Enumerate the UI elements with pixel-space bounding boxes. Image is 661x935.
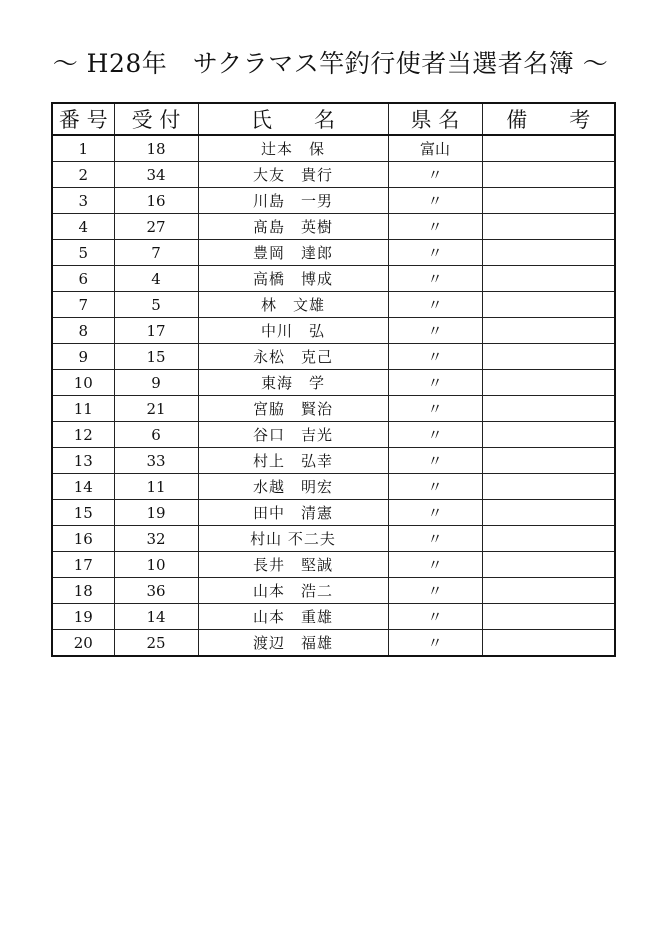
cell-name: 渡辺 福雄 [198, 630, 388, 657]
cell-name: 辻本 保 [198, 135, 388, 162]
cell-prefecture: 〃 [388, 474, 482, 500]
cell-number: 2 [52, 162, 114, 188]
cell-receipt: 10 [114, 552, 198, 578]
table-row [52, 500, 615, 526]
cell-number: 8 [52, 318, 114, 344]
cell-number: 19 [52, 604, 114, 630]
cell-name: 村山 不二夫 [198, 526, 388, 552]
cell-number: 17 [52, 552, 114, 578]
cell-prefecture: 〃 [388, 214, 482, 240]
cell-name: 豊岡 達郎 [198, 240, 388, 266]
cell-notes [482, 422, 615, 448]
table-row [52, 396, 615, 422]
cell-notes [482, 135, 615, 162]
table-row [52, 318, 615, 344]
cell-number: 5 [52, 240, 114, 266]
cell-receipt: 34 [114, 162, 198, 188]
cell-name: 永松 克己 [198, 344, 388, 370]
cell-receipt: 25 [114, 630, 198, 657]
cell-prefecture: 富山 [388, 135, 482, 162]
cell-notes [482, 526, 615, 552]
cell-notes [482, 630, 615, 657]
cell-notes [482, 448, 615, 474]
cell-number: 4 [52, 214, 114, 240]
cell-receipt: 4 [114, 266, 198, 292]
cell-number: 10 [52, 370, 114, 396]
cell-number: 14 [52, 474, 114, 500]
cell-number: 15 [52, 500, 114, 526]
table-row [52, 240, 615, 266]
cell-prefecture: 〃 [388, 188, 482, 214]
cell-number: 13 [52, 448, 114, 474]
header-name: 氏 名 [198, 103, 388, 135]
cell-notes [482, 396, 615, 422]
cell-receipt: 14 [114, 604, 198, 630]
cell-receipt: 32 [114, 526, 198, 552]
cell-notes [482, 214, 615, 240]
table-body [52, 135, 615, 656]
table-row [52, 552, 615, 578]
document-title: ～ H28年 サクラマス竿釣行使者当選者名簿 ～ [52, 49, 609, 78]
cell-receipt: 7 [114, 240, 198, 266]
cell-name: 田中 清憲 [198, 500, 388, 526]
cell-prefecture: 〃 [388, 526, 482, 552]
cell-prefecture: 〃 [388, 318, 482, 344]
cell-receipt: 18 [114, 135, 198, 162]
cell-name: 中川 弘 [198, 318, 388, 344]
cell-notes [482, 500, 615, 526]
cell-notes [482, 292, 615, 318]
header-receipt: 受 付 [114, 103, 198, 135]
cell-name: 高橋 博成 [198, 266, 388, 292]
cell-number: 18 [52, 578, 114, 604]
table-row [52, 630, 615, 657]
table-row [52, 370, 615, 396]
header-prefecture: 県 名 [388, 103, 482, 135]
cell-notes [482, 604, 615, 630]
cell-receipt: 17 [114, 318, 198, 344]
cell-prefecture: 〃 [388, 240, 482, 266]
table-row [52, 292, 615, 318]
table-row [52, 214, 615, 240]
cell-number: 16 [52, 526, 114, 552]
cell-name: 山本 浩二 [198, 578, 388, 604]
cell-receipt: 16 [114, 188, 198, 214]
cell-notes [482, 474, 615, 500]
cell-prefecture: 〃 [388, 500, 482, 526]
cell-notes [482, 188, 615, 214]
cell-receipt: 36 [114, 578, 198, 604]
table-row [52, 474, 615, 500]
cell-prefecture: 〃 [388, 578, 482, 604]
table-header-row [52, 103, 615, 135]
cell-receipt: 5 [114, 292, 198, 318]
cell-number: 1 [52, 135, 114, 162]
cell-prefecture: 〃 [388, 162, 482, 188]
cell-number: 9 [52, 344, 114, 370]
cell-receipt: 11 [114, 474, 198, 500]
header-number: 番 号 [52, 103, 114, 135]
cell-prefecture: 〃 [388, 292, 482, 318]
cell-prefecture: 〃 [388, 448, 482, 474]
cell-number: 7 [52, 292, 114, 318]
table-row [52, 526, 615, 552]
table-row [52, 188, 615, 214]
cell-receipt: 6 [114, 422, 198, 448]
cell-number: 11 [52, 396, 114, 422]
cell-name: 水越 明宏 [198, 474, 388, 500]
cell-notes [482, 552, 615, 578]
cell-prefecture: 〃 [388, 344, 482, 370]
table-row [52, 135, 615, 162]
table-row [52, 344, 615, 370]
table-row [52, 448, 615, 474]
cell-name: 大友 貴行 [198, 162, 388, 188]
cell-name: 村上 弘幸 [198, 448, 388, 474]
table-row [52, 266, 615, 292]
cell-number: 12 [52, 422, 114, 448]
cell-receipt: 21 [114, 396, 198, 422]
cell-name: 谷口 吉光 [198, 422, 388, 448]
cell-receipt: 33 [114, 448, 198, 474]
cell-notes [482, 370, 615, 396]
cell-prefecture: 〃 [388, 370, 482, 396]
cell-name: 林 文雄 [198, 292, 388, 318]
cell-notes [482, 162, 615, 188]
cell-name: 長井 堅誠 [198, 552, 388, 578]
cell-number: 20 [52, 630, 114, 657]
cell-receipt: 15 [114, 344, 198, 370]
cell-prefecture: 〃 [388, 266, 482, 292]
table-row [52, 422, 615, 448]
cell-prefecture: 〃 [388, 396, 482, 422]
cell-name: 川島 一男 [198, 188, 388, 214]
cell-prefecture: 〃 [388, 422, 482, 448]
cell-name: 東海 学 [198, 370, 388, 396]
cell-notes [482, 240, 615, 266]
cell-notes [482, 344, 615, 370]
cell-notes [482, 266, 615, 292]
table-row [52, 604, 615, 630]
table-row [52, 162, 615, 188]
cell-prefecture: 〃 [388, 630, 482, 657]
cell-name: 髙島 英樹 [198, 214, 388, 240]
header-notes: 備 考 [482, 103, 615, 135]
cell-prefecture: 〃 [388, 552, 482, 578]
cell-prefecture: 〃 [388, 604, 482, 630]
winners-table [51, 102, 616, 657]
table-row [52, 578, 615, 604]
cell-receipt: 9 [114, 370, 198, 396]
cell-notes [482, 578, 615, 604]
cell-receipt: 19 [114, 500, 198, 526]
cell-receipt: 27 [114, 214, 198, 240]
cell-number: 3 [52, 188, 114, 214]
cell-name: 宮脇 賢治 [198, 396, 388, 422]
cell-notes [482, 318, 615, 344]
cell-number: 6 [52, 266, 114, 292]
cell-name: 山本 重雄 [198, 604, 388, 630]
